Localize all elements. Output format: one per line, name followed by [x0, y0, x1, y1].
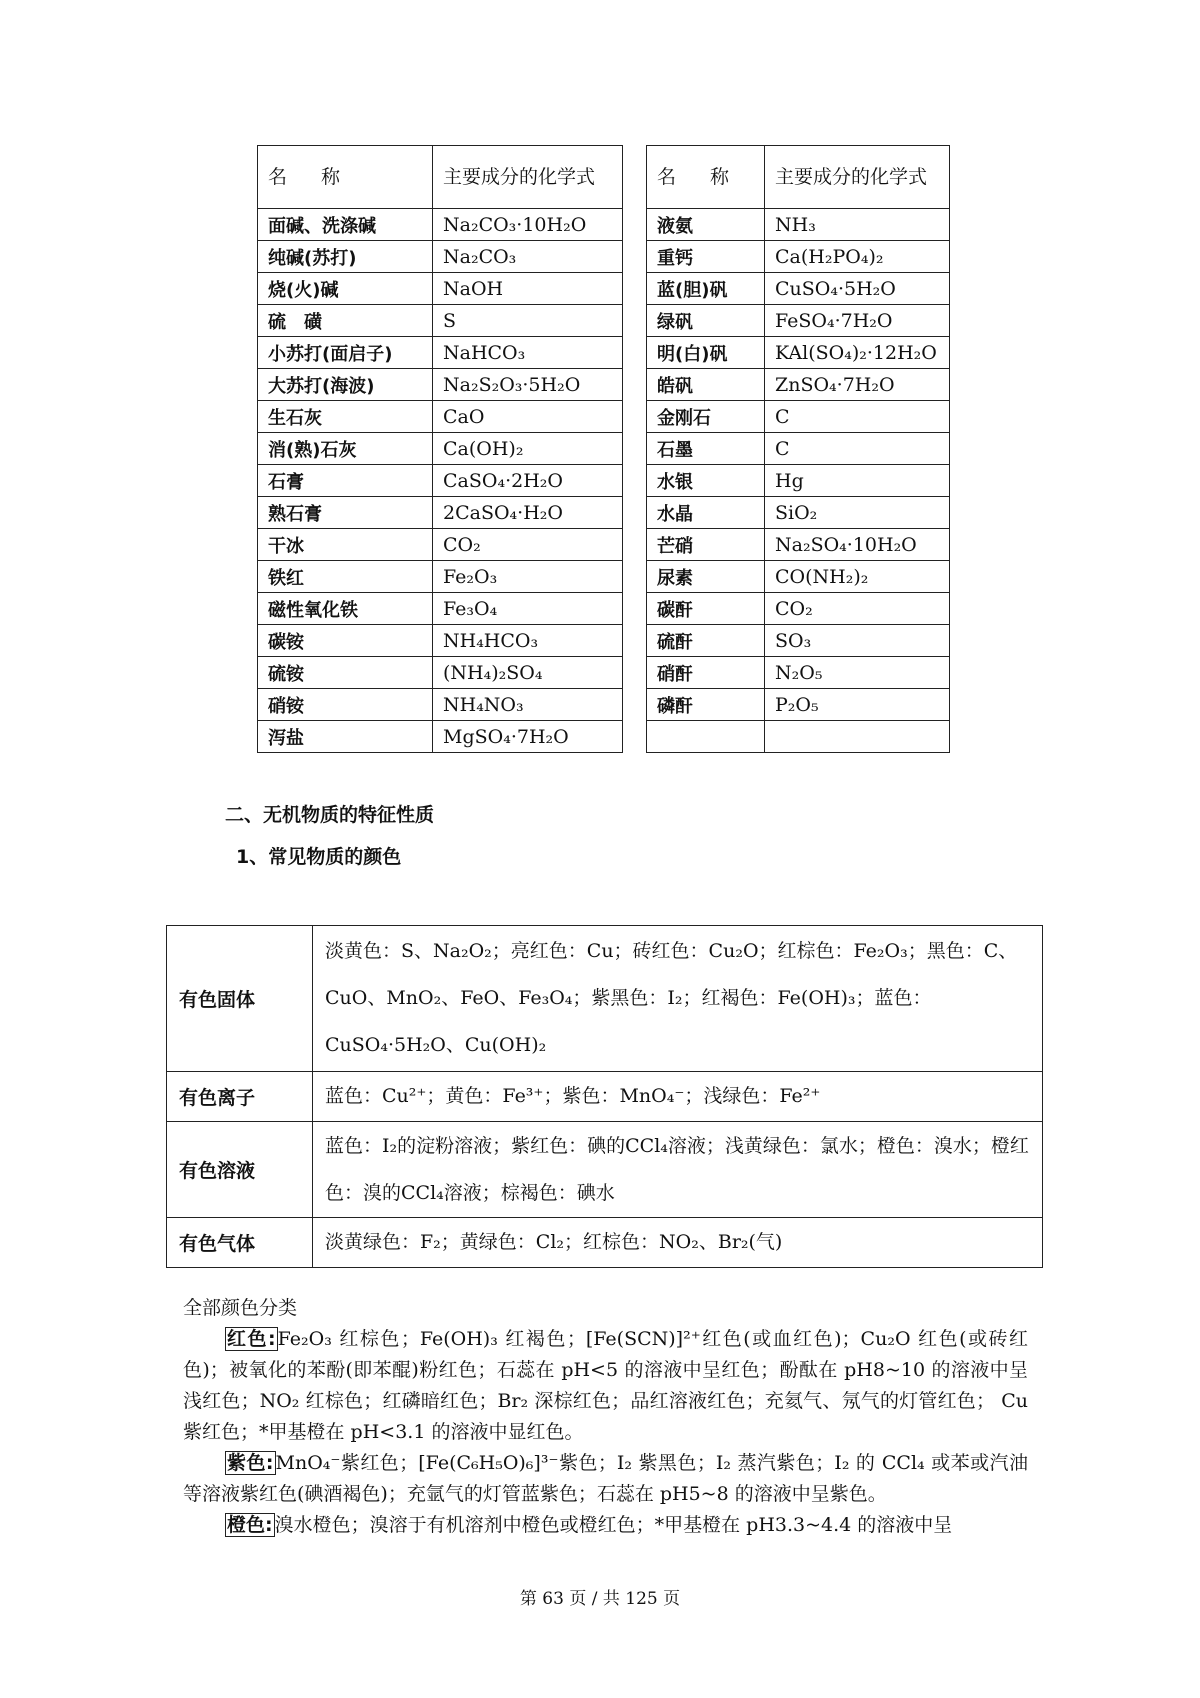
name-cell: 碳铵 — [258, 625, 433, 657]
formula-cell: P₂O₅ — [765, 689, 950, 721]
column-gap — [623, 721, 647, 753]
table-row — [258, 337, 950, 369]
name-cell: 小苏打(面启子) — [258, 337, 433, 369]
formula-cell: Na₂CO₃·10H₂O — [433, 209, 623, 241]
table-row — [167, 1122, 1043, 1218]
column-gap — [623, 369, 647, 401]
paragraph-purple — [183, 1448, 1028, 1510]
name-cell: 硝铵 — [258, 689, 433, 721]
header-formula-right: 主要成分的化学式 — [765, 146, 950, 209]
formula-cell: S — [433, 305, 623, 337]
formula-cell: Na₂S₂O₃·5H₂O — [433, 369, 623, 401]
formula-cell: MgSO₄·7H₂O — [433, 721, 623, 753]
name-cell: 烧(火)碱 — [258, 273, 433, 305]
formula-cell — [765, 721, 950, 753]
name-cell: 硝酐 — [647, 657, 765, 689]
name-cell: 生石灰 — [258, 401, 433, 433]
formula-cell: NH₃ — [765, 209, 950, 241]
formula-cell: CO₂ — [765, 593, 950, 625]
column-gap — [623, 305, 647, 337]
formula-cell: Ca(OH)₂ — [433, 433, 623, 465]
table-row — [258, 689, 950, 721]
column-gap — [623, 273, 647, 305]
name-cell: 硫 磺 — [258, 305, 433, 337]
name-cell: 磷酐 — [647, 689, 765, 721]
name-cell: 面碱、洗涤碱 — [258, 209, 433, 241]
formula-cell: N₂O₅ — [765, 657, 950, 689]
name-cell: 水晶 — [647, 497, 765, 529]
paragraph-text: MnO₄⁻紫红色；[Fe(C₆H₅O)₆]³⁻紫色；I₂ 紫黑色；I₂ 蒸汽紫色；I₂ 的 CCl₄ 或苯或汽油等溶液紫红色(碘酒褐色)；充氩气的灯管蓝紫色；石蕊在 pH5~8 的溶液中呈紫色。 — [183, 1452, 1028, 1505]
formula-cell: NaHCO₃ — [433, 337, 623, 369]
column-gap — [623, 529, 647, 561]
name-cell: 干冰 — [258, 529, 433, 561]
formula-cell: Fe₂O₃ — [433, 561, 623, 593]
name-cell: 消(熟)石灰 — [258, 433, 433, 465]
table-row — [258, 369, 950, 401]
table-row — [258, 593, 950, 625]
name-cell: 熟石膏 — [258, 497, 433, 529]
formula-cell: ZnSO₄·7H₂O — [765, 369, 950, 401]
label-purple: 紫色: — [227, 1452, 274, 1474]
subsection-title: 1、常见物质的颜色 — [236, 846, 402, 868]
description-cell: 淡黄绿色：F₂；黄绿色：Cl₂；红棕色：NO₂、Br₂(气) — [313, 1218, 1043, 1268]
paragraph-orange — [183, 1510, 1028, 1541]
table-row — [258, 273, 950, 305]
column-gap — [623, 561, 647, 593]
paragraph-text: 溴水橙色；溴溶于有机溶剂中橙色或橙红色；*甲基橙在 pH3.3~4.4 的溶液中呈 — [274, 1514, 953, 1536]
table-row — [258, 401, 950, 433]
name-cell: 芒硝 — [647, 529, 765, 561]
table-row — [258, 625, 950, 657]
color-classification — [183, 1293, 1028, 1541]
column-gap — [623, 625, 647, 657]
name-cell: 皓矾 — [647, 369, 765, 401]
name-cell: 绿矾 — [647, 305, 765, 337]
column-gap — [623, 209, 647, 241]
name-cell: 石膏 — [258, 465, 433, 497]
name-cell: 纯碱(苏打) — [258, 241, 433, 273]
name-cell: 硫铵 — [258, 657, 433, 689]
label-red: 红色: — [227, 1328, 276, 1350]
formula-cell: Ca(H₂PO₄)₂ — [765, 241, 950, 273]
formula-cell: Na₂CO₃ — [433, 241, 623, 273]
description-cell: 蓝色：I₂的淀粉溶液；紫红色：碘的CCl₄溶液；浅黄绿色：氯水；橙色：溴水；橙红色：溴的CCl₄溶液；棕褐色：碘水 — [313, 1122, 1043, 1218]
column-gap — [623, 337, 647, 369]
column-gap — [623, 657, 647, 689]
name-cell: 大苏打(海波) — [258, 369, 433, 401]
table-row — [258, 529, 950, 561]
formula-cell: CaSO₄·2H₂O — [433, 465, 623, 497]
formula-cell: 2CaSO₄·H₂O — [433, 497, 623, 529]
formula-cell: CO(NH₂)₂ — [765, 561, 950, 593]
name-cell: 重钙 — [647, 241, 765, 273]
category-cell: 有色气体 — [167, 1218, 313, 1268]
paragraph-red — [183, 1324, 1028, 1448]
name-cell: 蓝(胆)矾 — [647, 273, 765, 305]
formula-cell: SiO₂ — [765, 497, 950, 529]
name-cell: 碳酐 — [647, 593, 765, 625]
column-gap — [623, 401, 647, 433]
category-cell: 有色固体 — [167, 926, 313, 1072]
column-gap — [623, 433, 647, 465]
header-formula-left: 主要成分的化学式 — [433, 146, 623, 209]
formula-cell: Fe₃O₄ — [433, 593, 623, 625]
formula-cell: C — [765, 401, 950, 433]
name-cell: 明(白)矾 — [647, 337, 765, 369]
column-gap — [623, 689, 647, 721]
table-row — [167, 926, 1043, 1072]
header-name-left: 名 称 — [258, 146, 433, 209]
description-cell: 淡黄色：S、Na₂O₂；亮红色：Cu；砖红色：Cu₂O；红棕色：Fe₂O₃；黑色：C、CuO、MnO₂、FeO、Fe₃O₄；紫黑色：I₂；红褐色：Fe(OH)₃；蓝色：CuSO₄·5H₂O、Cu(OH)₂ — [313, 926, 1043, 1072]
paragraph-text: Fe₂O₃ 红棕色；Fe(OH)₃ 红褐色；[Fe(SCN)]²⁺红色(或血红色)；Cu₂O 红色(或砖红色)；被氧化的苯酚(即苯醌)粉红色；石蕊在 pH<5 的溶液中呈红色；酚酞在 pH8~10 的溶液中呈浅红色；NO₂ 红棕色；红磷暗红色；Br₂ 深棕红色；品红溶液红色；充氦气、氖气的灯管红色； Cu 紫红色；*甲基橙在 pH<3.1 的溶液中显红色。 — [183, 1328, 1028, 1443]
header-name-right: 名 称 — [647, 146, 765, 209]
column-gap — [623, 593, 647, 625]
formula-cell: NH₄NO₃ — [433, 689, 623, 721]
formula-cell: CO₂ — [433, 529, 623, 561]
table-row — [167, 1218, 1043, 1268]
table-row — [258, 465, 950, 497]
column-gap — [623, 497, 647, 529]
table-row — [258, 721, 950, 753]
name-cell: 液氨 — [647, 209, 765, 241]
table-row — [258, 561, 950, 593]
category-cell: 有色离子 — [167, 1072, 313, 1122]
table-header-row — [258, 146, 950, 209]
formula-cell: NH₄HCO₃ — [433, 625, 623, 657]
table-row — [258, 497, 950, 529]
column-gap — [623, 146, 647, 209]
name-cell: 金刚石 — [647, 401, 765, 433]
formula-cell: Na₂SO₄·10H₂O — [765, 529, 950, 561]
colors-table — [166, 925, 1043, 1268]
formula-cell: CaO — [433, 401, 623, 433]
column-gap — [623, 465, 647, 497]
names-formula-table — [257, 145, 950, 753]
formula-cell: CuSO₄·5H₂O — [765, 273, 950, 305]
table-row — [258, 241, 950, 273]
name-cell — [647, 721, 765, 753]
table-row — [258, 433, 950, 465]
table-row — [167, 1072, 1043, 1122]
table-row — [258, 305, 950, 337]
column-gap — [623, 241, 647, 273]
category-cell: 有色溶液 — [167, 1122, 313, 1218]
name-cell: 铁红 — [258, 561, 433, 593]
formula-cell: NaOH — [433, 273, 623, 305]
name-cell: 磁性氧化铁 — [258, 593, 433, 625]
formula-cell: FeSO₄·7H₂O — [765, 305, 950, 337]
classification-title: 全部颜色分类 — [183, 1297, 298, 1319]
table-row — [258, 657, 950, 689]
name-cell: 泻盐 — [258, 721, 433, 753]
formula-cell: Hg — [765, 465, 950, 497]
name-cell: 石墨 — [647, 433, 765, 465]
formula-cell: C — [765, 433, 950, 465]
page-footer: 第 63 页 / 共 125 页 — [519, 1589, 681, 1609]
formula-cell: (NH₄)₂SO₄ — [433, 657, 623, 689]
name-cell: 硫酐 — [647, 625, 765, 657]
section-title: 二、无机物质的特征性质 — [225, 804, 435, 826]
name-cell: 水银 — [647, 465, 765, 497]
description-cell: 蓝色：Cu²⁺；黄色：Fe³⁺；紫色：MnO₄⁻；浅绿色：Fe²⁺ — [313, 1072, 1043, 1122]
table-row — [258, 209, 950, 241]
formula-cell: SO₃ — [765, 625, 950, 657]
label-orange: 橙色: — [227, 1514, 273, 1536]
formula-cell: KAl(SO₄)₂·12H₂O — [765, 337, 950, 369]
name-cell: 尿素 — [647, 561, 765, 593]
